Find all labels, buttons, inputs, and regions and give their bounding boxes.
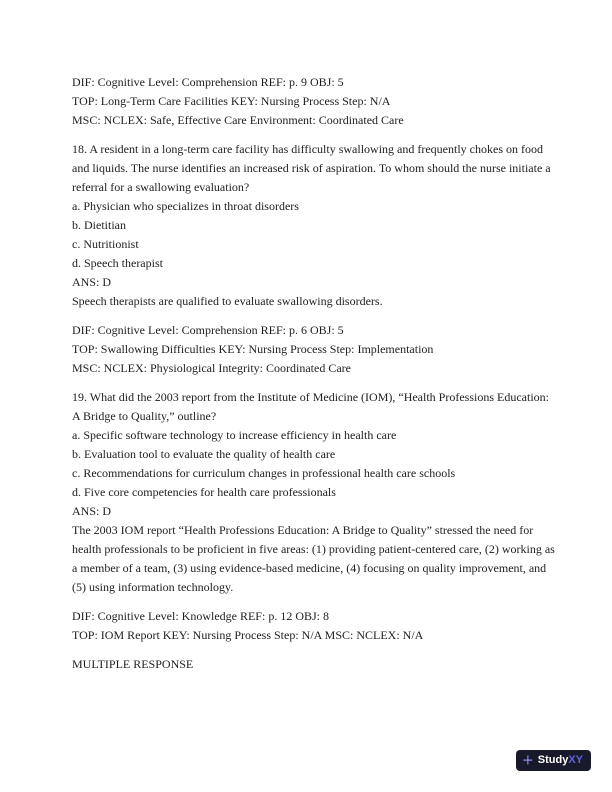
rationale-line: (5) using information technology. [72,580,234,594]
meta-line: TOP: IOM Report KEY: Nursing Process Step: N/A MSC: NCLEX: N/A [72,628,424,642]
meta-line: MSC: NCLEX: Physiological Integrity: Coordinated Care [72,361,351,375]
answer-line: ANS: D [72,275,112,289]
question-stem-line: A Bridge to Quality,” outline? [72,409,217,423]
question-stem-line: 19. What did the 2003 report from the Institute of Medicine (IOM), “Health Professions Education: [72,390,549,404]
meta-line: DIF: Cognitive Level: Comprehension REF: p. 6 OBJ: 5 [72,323,344,337]
section-heading [72,655,552,674]
question-stem-line: referral for a swallowing evaluation? [72,180,250,194]
question-meta-block-3 [72,607,552,645]
logo-text-primary: Study [537,754,569,766]
answer-option-a: a. Physician who specializes in throat disorders [72,199,299,213]
logo-text-accent: XY [568,754,583,766]
answer-option-b: b. Dietitian [72,218,126,232]
answer-option-d: d. Five core competencies for health care professionals [72,485,336,499]
meta-line: MSC: NCLEX: Safe, Effective Care Environment: Coordinated Care [72,113,404,127]
answer-option-a: a. Specific software technology to increase efficiency in health care [72,428,397,442]
answer-option-c: c. Recommendations for curriculum changes in professional health care schools [72,466,456,480]
rationale-line: a member of a team, (3) using evidence-based medicine, (4) focusing on quality improvement, and [72,561,547,575]
question-meta-block-2 [72,321,552,378]
answer-option-c: c. Nutritionist [72,237,139,251]
plus-icon: + [522,752,534,768]
question-19-block [72,388,555,597]
logo-brand-text [538,755,583,766]
answer-line: ANS: D [72,504,112,518]
answer-option-b: b. Evaluation tool to evaluate the quality of health care [72,447,336,461]
answer-option-d: d. Speech therapist [72,256,163,270]
section-heading-text: MULTIPLE RESPONSE [72,657,194,671]
studyxy-logo[interactable] [516,750,591,771]
question-stem-line: and liquids. The nurse identifies an increased risk of aspiration. To whom should the nurse initiate a [72,161,551,175]
meta-line: TOP: Long-Term Care Facilities KEY: Nursing Process Step: N/A [72,94,391,108]
rationale-line: The 2003 IOM report “Health Professions Education: A Bridge to Quality” stressed the need for [72,523,534,537]
rationale-line: health professionals to be proficient in five areas: (1) providing patient-centered care, (2) working as [72,542,555,556]
question-18-block [72,140,552,311]
rationale-line: Speech therapists are qualified to evaluate swallowing disorders. [72,294,383,308]
question-meta-block-1 [72,73,552,130]
meta-line: TOP: Swallowing Difficulties KEY: Nursing Process Step: Implementation [72,342,434,356]
meta-line: DIF: Cognitive Level: Knowledge REF: p. 12 OBJ: 8 [72,609,329,623]
question-stem-line: 18. A resident in a long-term care facility has difficulty swallowing and frequently chokes on food [72,142,543,156]
meta-line: DIF: Cognitive Level: Comprehension REF: p. 9 OBJ: 5 [72,75,344,89]
